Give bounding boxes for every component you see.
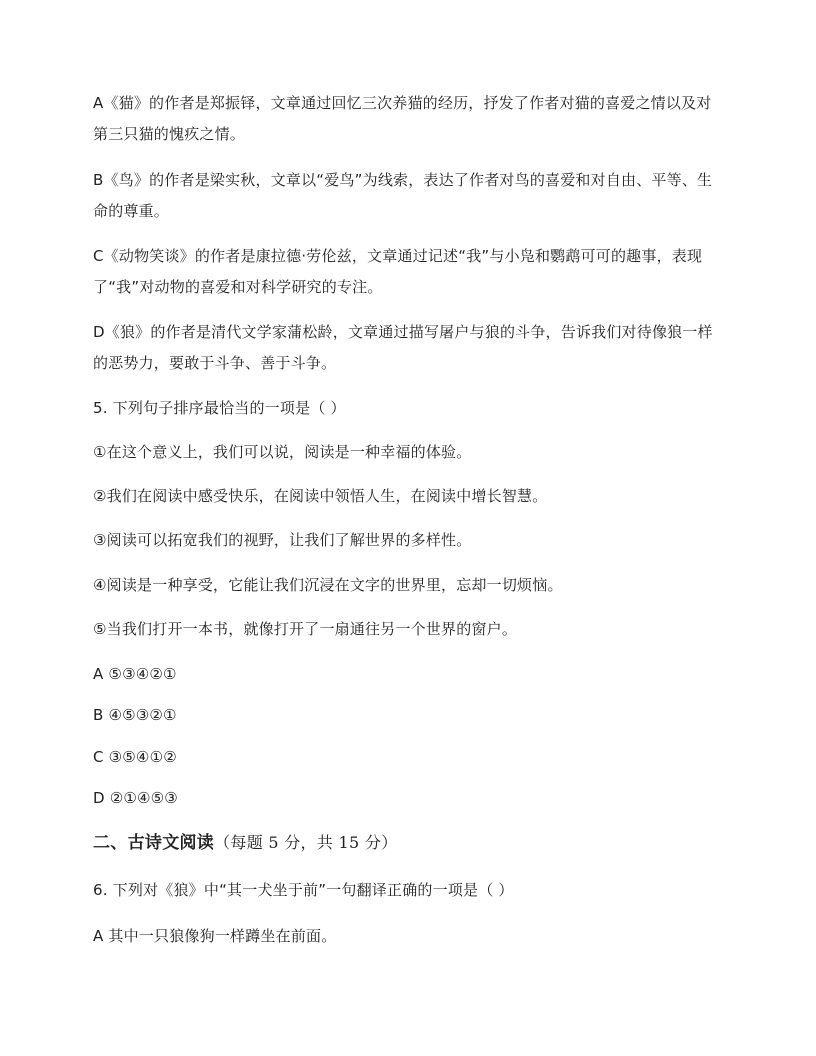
section-title: 二、古诗文阅读 xyxy=(93,833,215,853)
q5-option-c: C ③⑤④①② xyxy=(93,748,177,766)
q5-sentence-3: ③阅读可以拓宽我们的视野，让我们了解世界的多样性。 xyxy=(93,531,472,549)
q5-sentence-5: ⑤当我们打开一本书，就像打开了一扇通往另一个世界的窗户。 xyxy=(93,620,518,638)
q5-sentence-4: ④阅读是一种享受，它能让我们沉浸在文字的世界里，忘却一切烦恼。 xyxy=(93,576,563,594)
q5-stem: 5. 下列句子排序最恰当的一项是（ ） xyxy=(93,399,346,417)
q5-option-b: B ④⑤③②① xyxy=(93,706,177,724)
q5-sentence-2: ②我们在阅读中感受快乐，在阅读中领悟人生，在阅读中增长智慧。 xyxy=(93,487,548,505)
q4-option-a: A《猫》的作者是郑振铎，文章通过回忆三次养猫的经历，抒发了作者对猫的喜爱之情以及对第三只猫的愧疚之情。 xyxy=(93,94,712,143)
q4-option-d: D《狼》的作者是清代文学家蒲松龄，文章通过描写屠户与狼的斗争，告诉我们对待像狼一样的恶势力，要敢于斗争、善于斗争。 xyxy=(93,323,713,372)
section-score-note: （每题 5 分，共 15 分） xyxy=(214,833,398,852)
q5-option-d: D ②①④⑤③ xyxy=(93,789,178,807)
q6-option-a: A 其中一只狼像狗一样蹲坐在前面。 xyxy=(93,927,337,945)
q4-option-b: B《鸟》的作者是梁实秋，文章以“爱鸟”为线索，表达了作者对鸟的喜爱和对自由、平等、生命的尊重。 xyxy=(93,171,713,220)
q5-option-a: A ⑤③④②① xyxy=(93,665,177,683)
section-heading xyxy=(93,831,398,855)
q5-sentence-1: ①在这个意义上，我们可以说，阅读是一种幸福的体验。 xyxy=(93,443,472,461)
q6-stem: 6. 下列对《狼》中“其一犬坐于前”一句翻译正确的一项是（ ） xyxy=(93,881,514,899)
q4-option-c: C《动物笑谈》的作者是康拉德·劳伦兹，文章通过记述“我”与小凫和鹦鹉可可的趣事，表现了“我”对动物的喜爱和对科学研究的专注。 xyxy=(93,247,703,296)
